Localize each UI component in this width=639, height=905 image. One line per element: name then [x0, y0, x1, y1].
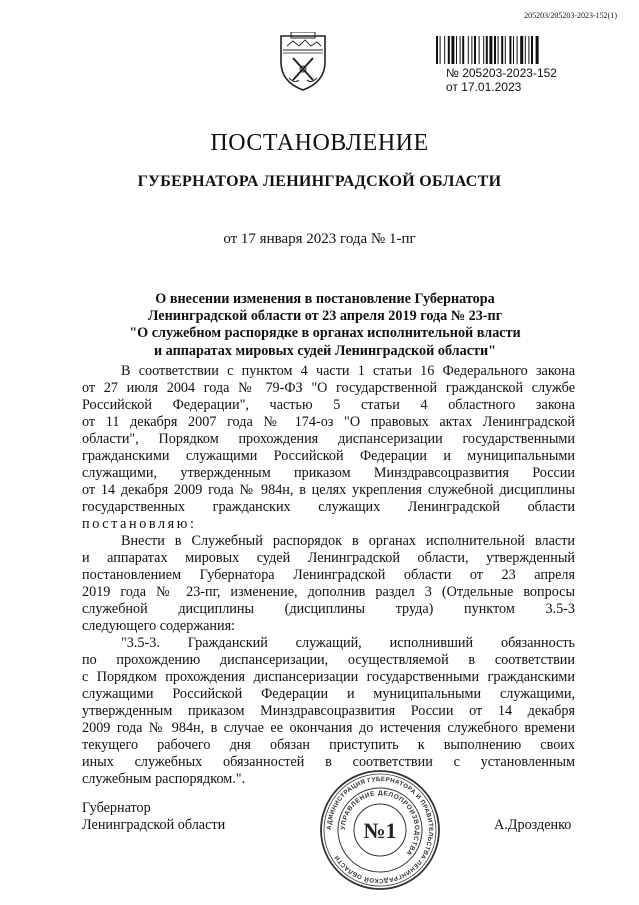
body-line: "3.5-3. Гражданский служащий, исполнивший обязанность	[121, 635, 575, 651]
body-line: 2009 года № 984н, в случае ее окончания до истечения служебного времени	[82, 720, 575, 736]
document-date-number: от 17 января 2023 года № 1-пг	[223, 231, 416, 247]
signatory-position: Губернатор	[82, 800, 151, 816]
barcode-bar	[494, 36, 496, 64]
barcode-bar	[531, 36, 533, 64]
body-line: по прохождению диспансеризации, осуществляемой в соответствии	[82, 652, 575, 668]
barcode-bar	[448, 36, 450, 64]
body-line: области", Порядком прохождения диспансеризации государственными	[82, 431, 575, 447]
coat-of-arms-icon	[277, 32, 329, 92]
body-line: Внести в Служебный распорядок в органах исполнительной власти	[121, 533, 575, 549]
body-line: от 11 декабря 2007 года № 174-оз "О правовых актах Ленинградской	[82, 414, 575, 430]
heading-line: О внесении изменения в постановление Губернатора	[155, 291, 495, 307]
body-line: служащими Российской Федерации и муниципальными служащими,	[82, 686, 575, 702]
barcode-bar	[483, 36, 484, 64]
barcode-bar	[436, 36, 438, 64]
barcode	[436, 36, 604, 64]
registration-date: от 17.01.2023	[446, 80, 522, 94]
barcode-bar	[520, 36, 523, 64]
barcode-bar	[513, 36, 514, 64]
barcode-bar	[501, 36, 503, 64]
body-line: 2019 года № 23-пг, изменение, дополнив раздел 3 (Отдельные вопросы	[82, 584, 575, 600]
barcode-bar	[462, 36, 464, 64]
body-line: следующего содержания:	[82, 618, 236, 634]
body-line: от 14 декабря 2009 года № 984н, в целях укрепления служебной дисциплины	[82, 482, 575, 498]
heading-line: Ленинградской области от 23 апреля 2019 года № 23-пг	[147, 308, 503, 325]
body-line: служебной дисциплины (дисциплины труда) пунктом 3.5-3	[82, 601, 575, 617]
body-line: утвержденным приказом Минздравсоцразвития России от 14 декабря	[82, 703, 575, 719]
body-line: служебным распорядком.".	[82, 771, 246, 787]
barcode-bar	[505, 36, 506, 64]
barcode-bar	[471, 36, 472, 64]
barcode-bar	[474, 36, 476, 64]
body-line: государственных гражданских служащих Ленинградской области	[82, 499, 575, 515]
body-line: служащими, утвержденным приказом Минздравсоцразвития России	[82, 465, 575, 481]
body-line: постановлением Губернатора Ленинградской области от 23 апреля	[82, 567, 575, 583]
barcode-bar	[528, 36, 529, 64]
barcode-bar	[456, 36, 457, 64]
seal-center-number: №1	[363, 818, 397, 843]
seal-outer-text: АДМИНИСТРАЦИЯ ГУБЕРНАТОРА И ПРАВИТЕЛЬСТВА ЛЕНИНГРАДСКОЙ ОБЛАСТИ	[325, 775, 435, 885]
body-line: от 27 июля 2004 года № 79-ФЗ "О государственной гражданской службе	[82, 380, 575, 396]
signatory-region: Ленинградской области	[82, 817, 226, 833]
body-line: текущего рабочего дня обязан приступить к выполнению своих	[82, 737, 575, 753]
barcode-bar	[460, 36, 461, 64]
body-line-decree: постановляю:	[82, 516, 197, 532]
barcode-bar	[451, 36, 454, 64]
barcode-bar	[486, 36, 488, 64]
barcode-bar	[509, 36, 511, 64]
seal-inner-text: УПРАВЛЕНИЕ ДЕЛОПРОИЗВОДСТВА	[339, 789, 421, 857]
body-line: гражданскими служащими Российской Федерации и муниципальными	[82, 448, 575, 464]
barcode-bar	[440, 36, 441, 64]
body-line: и аппаратах мировых судей Ленинградской области, утвержденный	[82, 550, 575, 566]
barcode-bar	[536, 36, 539, 64]
document-subtitle: ГУБЕРНАТОРА ЛЕНИНГРАДСКОЙ ОБЛАСТИ	[137, 173, 502, 190]
document-reference: 205203/205203-2023-152(1)	[524, 11, 617, 20]
barcode-bar	[525, 36, 526, 64]
document-title: ПОСТАНОВЛЕНИЕ	[210, 130, 429, 156]
barcode-bar	[498, 36, 499, 64]
barcode-bar	[489, 36, 492, 64]
barcode-bar	[517, 36, 518, 64]
registration-number: № 205203-2023-152	[446, 66, 557, 80]
body-line: Российской Федерации", частью 5 статьи 4 областного закона	[82, 397, 575, 413]
heading-line: "О служебном распорядке в органах исполнительной власти	[129, 325, 521, 342]
body-line: с Порядком прохождения диспансеризации государственными гражданскими	[82, 669, 575, 685]
barcode-bar	[468, 36, 469, 64]
body-line: В соответствии с пунктом 4 части 1 статьи 16 Федерального закона	[121, 363, 575, 379]
body-line: иных служебных обязанностей в соответствии с установленным	[82, 754, 575, 770]
document-heading	[100, 291, 550, 360]
official-seal	[318, 768, 442, 892]
barcode-bar	[444, 36, 445, 64]
barcode-bar	[479, 36, 480, 64]
heading-line: и аппаратах мировых судей Ленинградской области"	[153, 342, 497, 359]
signatory-name: А.Дрозденко	[494, 817, 572, 833]
